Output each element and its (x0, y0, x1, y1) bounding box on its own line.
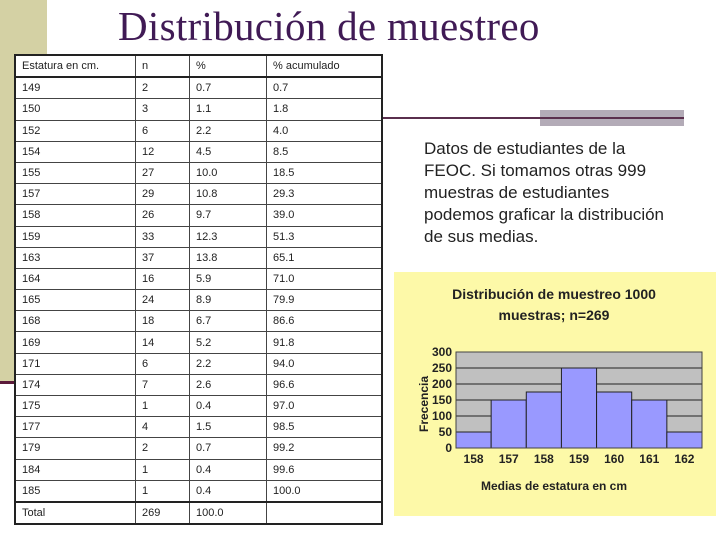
table-cell: 91.8 (267, 332, 383, 353)
histogram-bar (491, 400, 526, 448)
table-cell: 39.0 (267, 205, 383, 226)
x-tick-label: 159 (568, 452, 590, 466)
table-cell: 6 (136, 120, 190, 141)
divider-block (540, 110, 684, 126)
table-cell: 184 (15, 459, 136, 480)
table-row (15, 162, 382, 183)
table-cell: 179 (15, 438, 136, 459)
table-row (15, 99, 382, 120)
table-cell: 163 (15, 247, 136, 268)
table-cell: 269 (136, 502, 190, 524)
table-row (15, 332, 382, 353)
table-cell: 99.2 (267, 438, 383, 459)
table-row (15, 417, 382, 438)
table-row (15, 141, 382, 162)
table-cell: 26 (136, 205, 190, 226)
table-cell: 0.7 (190, 438, 267, 459)
table-row (15, 290, 382, 311)
data-table (14, 54, 383, 525)
table-cell: 65.1 (267, 247, 383, 268)
table-cell: 4.5 (190, 141, 267, 162)
table-cell: 18.5 (267, 162, 383, 183)
table-cell: 154 (15, 141, 136, 162)
table-row (15, 268, 382, 289)
table-cell: 1.8 (267, 99, 383, 120)
table-cell: 98.5 (267, 417, 383, 438)
table-cell: 164 (15, 268, 136, 289)
x-tick-label: 158 (463, 452, 484, 466)
table-cell: 100.0 (190, 502, 267, 524)
histogram-bar (597, 392, 632, 448)
table-row (15, 459, 382, 480)
table-cell: 1 (136, 480, 190, 502)
table-cell: 94.0 (267, 353, 383, 374)
table-cell: 18 (136, 311, 190, 332)
table-cell: 0.7 (190, 77, 267, 99)
table-cell: 51.3 (267, 226, 383, 247)
table-row (15, 480, 382, 502)
histogram-bar (526, 392, 561, 448)
table-row (15, 374, 382, 395)
chart-title: muestras; n=269 (498, 307, 610, 323)
table-cell: 3 (136, 99, 190, 120)
table-cell: 1.1 (190, 99, 267, 120)
table-cell: 2.2 (190, 120, 267, 141)
y-tick-label: 50 (438, 425, 452, 439)
histogram-bar (632, 400, 667, 448)
table-cell: 2.6 (190, 374, 267, 395)
x-tick-label: 158 (533, 452, 554, 466)
table-cell: 0.4 (190, 480, 267, 502)
table-cell: 2 (136, 438, 190, 459)
y-axis-label: Frecencia (417, 375, 431, 433)
y-tick-label: 150 (431, 393, 452, 407)
table-row (15, 184, 382, 205)
x-tick-label: 161 (639, 452, 660, 466)
chart-title: Distribución de muestreo 1000 (452, 286, 656, 302)
table-cell: 7 (136, 374, 190, 395)
y-tick-label: 300 (431, 345, 452, 359)
table-cell: 96.6 (267, 374, 383, 395)
table-cell: 171 (15, 353, 136, 374)
histogram-bar (561, 368, 596, 448)
header-cell: % (190, 55, 267, 77)
table-cell: 155 (15, 162, 136, 183)
table-row (15, 247, 382, 268)
table-cell: 150 (15, 99, 136, 120)
table-cell: 71.0 (267, 268, 383, 289)
table-cell: 158 (15, 205, 136, 226)
header-cell: % acumulado (267, 55, 383, 77)
table-cell: 0.4 (190, 459, 267, 480)
chart-panel (394, 272, 716, 516)
table-cell: 97.0 (267, 396, 383, 417)
table-row (15, 353, 382, 374)
table-header-row (15, 55, 382, 77)
table-row (15, 311, 382, 332)
table-cell: 13.8 (190, 247, 267, 268)
table-cell: 2 (136, 77, 190, 99)
table-cell: 100.0 (267, 480, 383, 502)
table-cell: 99.6 (267, 459, 383, 480)
table-cell: 6 (136, 353, 190, 374)
y-tick-label: 200 (431, 377, 452, 391)
table-cell: 152 (15, 120, 136, 141)
table-cell: 157 (15, 184, 136, 205)
table-cell: 177 (15, 417, 136, 438)
table-cell: 149 (15, 77, 136, 99)
y-tick-label: 100 (431, 409, 452, 423)
table-row (15, 77, 382, 99)
table-cell: 24 (136, 290, 190, 311)
table-cell: 29 (136, 184, 190, 205)
x-axis-label: Medias de estatura en cm (480, 479, 628, 493)
table-cell: 8.9 (190, 290, 267, 311)
table-row (15, 438, 382, 459)
table-cell: 174 (15, 374, 136, 395)
table-cell: 14 (136, 332, 190, 353)
table-cell: 0.7 (267, 77, 383, 99)
table-cell: 37 (136, 247, 190, 268)
table-cell: Total (15, 502, 136, 524)
table-cell: 0.4 (190, 396, 267, 417)
table-cell: 4.0 (267, 120, 383, 141)
table-cell: 16 (136, 268, 190, 289)
table-cell: 5.2 (190, 332, 267, 353)
table-cell: 29.3 (267, 184, 383, 205)
table-cell: 168 (15, 311, 136, 332)
table-row (15, 226, 382, 247)
table-cell: 12.3 (190, 226, 267, 247)
table-cell: 79.9 (267, 290, 383, 311)
table-cell: 165 (15, 290, 136, 311)
table-cell: 10.0 (190, 162, 267, 183)
table-cell: 185 (15, 480, 136, 502)
x-tick-label: 160 (604, 452, 625, 466)
table-cell: 9.7 (190, 205, 267, 226)
header-cell: Estatura en cm. (15, 55, 136, 77)
table-cell: 159 (15, 226, 136, 247)
y-tick-label: 0 (445, 441, 452, 455)
histogram-bar (667, 432, 702, 448)
table-row (15, 205, 382, 226)
table-cell: 10.8 (190, 184, 267, 205)
table-cell: 86.6 (267, 311, 383, 332)
table-cell: 175 (15, 396, 136, 417)
histogram-bar (456, 432, 491, 448)
y-tick-label: 250 (431, 361, 452, 375)
table-total-row (15, 502, 382, 524)
header-cell: n (136, 55, 190, 77)
table-cell: 33 (136, 226, 190, 247)
table-cell (267, 502, 383, 524)
table-cell: 169 (15, 332, 136, 353)
page-title: Distribución de muestreo (118, 3, 540, 49)
table-cell: 12 (136, 141, 190, 162)
table-cell: 2.2 (190, 353, 267, 374)
table-cell: 4 (136, 417, 190, 438)
table-cell: 1.5 (190, 417, 267, 438)
table-cell: 5.9 (190, 268, 267, 289)
x-tick-label: 162 (674, 452, 695, 466)
table-row (15, 120, 382, 141)
table-cell: 8.5 (267, 141, 383, 162)
table-cell: 27 (136, 162, 190, 183)
table-cell: 1 (136, 396, 190, 417)
description-text: Datos de estudiantes de la FEOC. Si tomamos otras 999 muestras de estudiantes podemos graficar la distribución de sus medias. (424, 139, 665, 246)
histogram-chart (394, 272, 716, 516)
table-row (15, 396, 382, 417)
table-cell: 6.7 (190, 311, 267, 332)
x-tick-label: 157 (498, 452, 519, 466)
table-cell: 1 (136, 459, 190, 480)
